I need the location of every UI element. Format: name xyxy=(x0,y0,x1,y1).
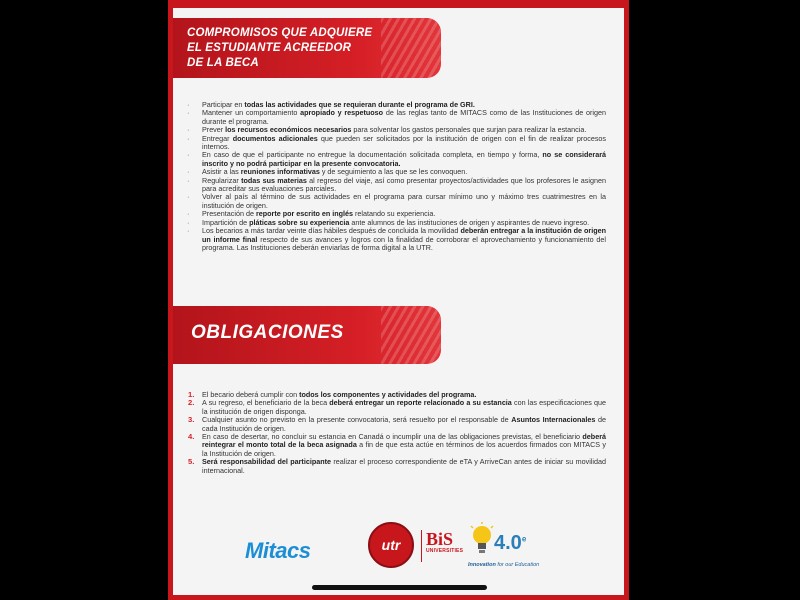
item-bold-text: reporte por escrito en inglés xyxy=(255,209,354,219)
item-text: Volver al país al término de sus actividades en el programa para cursar mínimo uno y máximo tres cuatrimestres en la institución de origen. xyxy=(202,192,606,210)
item-bold-text: todos los componentes y actividades del programa. xyxy=(299,390,477,399)
commitments-list xyxy=(186,101,606,252)
list-item xyxy=(186,433,606,458)
item-text: Presentación de xyxy=(202,209,256,219)
item-text: realizar el proceso correspondiente de eTA y ArriveCan antes de iniciar su movilidad internacional. xyxy=(202,457,606,475)
item-bold-text: no se considerará inscrito y no podrá participar en la presente convocatoria. xyxy=(202,150,606,168)
bis-universities-logo: BiS UNIVERSITIES xyxy=(426,529,464,554)
item-text: de las reglas tanto de MITACS como de las Instituciones de origen durante el programa. xyxy=(202,108,606,126)
mitacs-logo: Mitacs xyxy=(245,538,311,563)
list-item xyxy=(186,177,606,194)
item-number: 1. xyxy=(188,390,195,399)
item-number: 4. xyxy=(188,432,195,442)
document-page xyxy=(168,0,629,600)
item-text: relatando su experiencia. xyxy=(353,209,436,219)
item-number: 3. xyxy=(188,415,195,425)
list-item xyxy=(186,399,606,416)
list-item xyxy=(186,151,606,168)
list-item xyxy=(186,227,606,252)
list-item xyxy=(186,135,606,152)
home-indicator[interactable] xyxy=(312,585,487,590)
item-bold-text: reuniones informativas xyxy=(240,167,320,177)
four-point-zero-logo: 4.0e xyxy=(494,532,527,554)
item-bold-text: documentos adicionales xyxy=(232,133,318,143)
commitments-banner xyxy=(173,18,441,78)
lightbulb-icon xyxy=(468,522,496,558)
logo-divider xyxy=(421,530,422,562)
item-bold-text: todas las actividades que se requieran durante el programa de GRI. xyxy=(244,100,475,109)
item-text: y de seguimiento a las que se les convoquen. xyxy=(319,167,468,177)
item-text: con las especificaciones que la institución de origen disponga. xyxy=(202,398,606,416)
item-text: respecto de sus avances y logros con la finalidad de corroborar el aprovechamiento y funcionamiento del programa. Las Instituciones deberán enviarlas de forma digital a la UTR. xyxy=(202,234,606,252)
item-bold-text: pláticas sobre su experiencia xyxy=(249,217,350,227)
item-text: Impartición de xyxy=(202,217,250,227)
item-text: a fin de que esta actúe en términos de los acuerdos firmados con MITACS y la Institución de origen. xyxy=(202,440,606,458)
item-text: que pueden ser solicitados por la institución de origen con el fin de realizar procesos internos. xyxy=(202,133,606,152)
item-text: Entregar xyxy=(202,133,233,143)
item-bold-text: Será responsabilidad del participante xyxy=(202,457,331,467)
item-text: Prever xyxy=(202,125,226,135)
item-text: al regreso del viaje, así como presentar proyectos/actividades que los profesores le asignen para acreditar sus evaluaciones parciales. xyxy=(202,175,606,194)
logo-strip xyxy=(168,518,629,578)
item-text: Participar en xyxy=(202,100,245,109)
item-number: 5. xyxy=(188,457,195,467)
commitments-title: COMPROMISOS QUE ADQUIERE EL ESTUDIANTE ACREEDOR DE LA BECA xyxy=(187,27,373,69)
item-text: Cualquier asunto no previsto en la presente convocatoria, será resuelto por el responsable de xyxy=(202,415,512,425)
item-bold-text: apropiado y respetuoso xyxy=(300,108,384,118)
obligations-title: OBLIGACIONES xyxy=(191,322,344,343)
utr-seal-logo: utr xyxy=(368,522,414,568)
item-text: En caso de que el participante no entregue la documentación solicitada completa, en tiempo y forma, xyxy=(202,150,543,160)
list-item xyxy=(186,416,606,433)
obligations-banner xyxy=(173,306,441,364)
item-text: Asistir a las xyxy=(202,167,241,177)
logo-tagline: Innovation for our Education xyxy=(468,562,540,568)
item-number: 2. xyxy=(188,398,195,408)
item-text: Regularizar xyxy=(202,175,242,185)
item-text: para solventar los gastos personales que surjan para realizar la estancia. xyxy=(351,125,587,135)
item-bold-text: Asuntos Internacionales xyxy=(511,415,596,425)
list-item xyxy=(186,458,606,475)
item-text: Mantener un comportamiento xyxy=(202,108,301,118)
item-bold-text: deberá entregar un reporte relacionado a su estancia xyxy=(329,398,512,408)
item-bold-text: los recursos económicos necesarios xyxy=(225,125,352,135)
item-text: ante alumnos de las instituciones de origen y aspirantes de nuevo ingreso. xyxy=(349,217,590,227)
item-text: de cada Institución de origen. xyxy=(202,415,606,433)
item-text: Los becarios a más tardar veinte días hábiles después de concluida la movilidad xyxy=(202,226,461,236)
item-text: A su regreso, el beneficiario de la beca xyxy=(202,398,330,408)
obligations-list xyxy=(186,391,606,475)
list-item xyxy=(186,109,606,126)
item-bold-text: deberán entregar a la institución de origen un informe final xyxy=(202,226,606,244)
list-item xyxy=(186,193,606,210)
item-text: El becario deberá cumplir con xyxy=(202,390,300,399)
item-text: En caso de desertar, no concluir su estancia en Canadá o incumplir una de las obligaciones previstas, el beneficiario xyxy=(202,432,583,442)
item-bold-text: deberá reintegrar el monto total de la beca asignada xyxy=(202,432,606,450)
item-bold-text: todas sus materias xyxy=(241,175,307,185)
